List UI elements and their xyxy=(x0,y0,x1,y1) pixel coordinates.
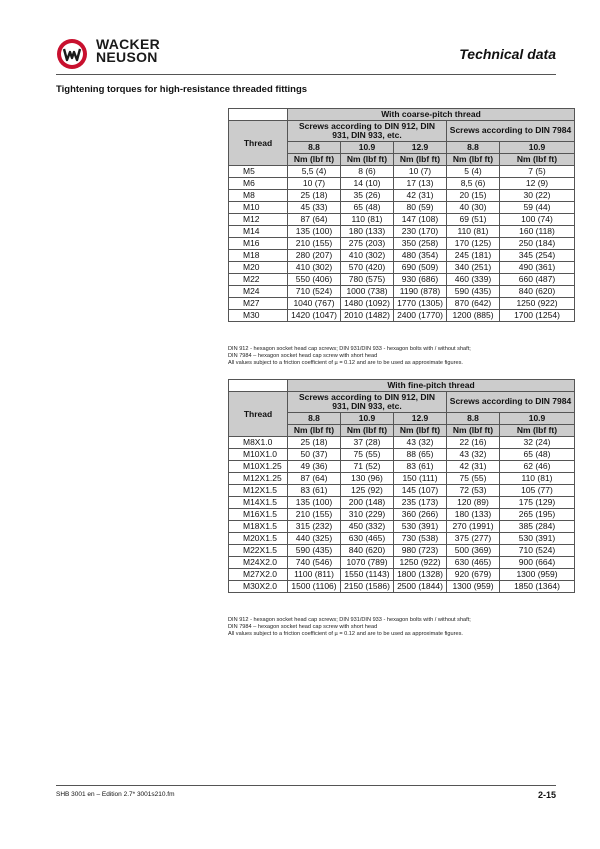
torque-value-cell: 840 (620) xyxy=(341,545,394,557)
grade-header: 8.8 xyxy=(288,413,341,425)
grade-header: 10.9 xyxy=(341,413,394,425)
unit-header: Nm (lbf ft) xyxy=(500,425,575,437)
torque-value-cell: 42 (31) xyxy=(447,461,500,473)
torque-value-cell: 175 (129) xyxy=(500,497,575,509)
note-line: All values subject to a friction coefficient of µ = 0.12 and are to be used as approximate figures. xyxy=(228,631,463,637)
torque-value-cell: 10 (7) xyxy=(394,166,447,178)
fine-table-body xyxy=(229,437,575,593)
torque-value-cell: 2400 (1770) xyxy=(394,310,447,322)
table-row xyxy=(229,509,575,521)
torque-value-cell: 1300 (959) xyxy=(500,569,575,581)
unit-header: Nm (lbf ft) xyxy=(341,154,394,166)
torque-value-cell: 2010 (1482) xyxy=(341,310,394,322)
table-row xyxy=(229,557,575,569)
torque-value-cell: 1550 (1143) xyxy=(341,569,394,581)
table-row xyxy=(229,449,575,461)
torque-value-cell: 65 (48) xyxy=(500,449,575,461)
group-header-din912: Screws according to DIN 912, DIN 931, DIN 933, etc. xyxy=(288,392,447,413)
torque-value-cell: 590 (435) xyxy=(288,545,341,557)
thread-size-cell: M16 xyxy=(229,238,288,250)
note-line: All values subject to a friction coefficient of µ = 0.12 and are to be used as approximate figures. xyxy=(228,360,463,366)
torque-value-cell: 310 (229) xyxy=(341,509,394,521)
unit-header: Nm (lbf ft) xyxy=(288,425,341,437)
footer-divider xyxy=(56,785,556,786)
torque-value-cell: 145 (107) xyxy=(394,485,447,497)
torque-value-cell: 35 (26) xyxy=(341,190,394,202)
torque-value-cell: 350 (258) xyxy=(394,238,447,250)
grade-header: 8.8 xyxy=(447,413,500,425)
torque-value-cell: 45 (33) xyxy=(288,202,341,214)
torque-value-cell: 630 (465) xyxy=(341,533,394,545)
torque-value-cell: 230 (170) xyxy=(394,226,447,238)
thread-size-cell: M14X1.5 xyxy=(229,497,288,509)
torque-value-cell: 1190 (878) xyxy=(394,286,447,298)
thread-header: Thread xyxy=(229,121,288,166)
torque-value-cell: 840 (620) xyxy=(500,286,575,298)
torque-value-cell: 275 (203) xyxy=(341,238,394,250)
torque-value-cell: 250 (184) xyxy=(500,238,575,250)
brand-name xyxy=(96,38,160,64)
grade-header: 10.9 xyxy=(500,413,575,425)
torque-value-cell: 1500 (1106) xyxy=(288,581,341,593)
table-row xyxy=(229,226,575,238)
table-caption: With coarse-pitch thread xyxy=(288,109,575,121)
torque-value-cell: 550 (406) xyxy=(288,274,341,286)
torque-value-cell: 180 (133) xyxy=(341,226,394,238)
torque-value-cell: 1250 (922) xyxy=(394,557,447,569)
thread-size-cell: M8 xyxy=(229,190,288,202)
torque-value-cell: 87 (64) xyxy=(288,473,341,485)
torque-value-cell: 72 (53) xyxy=(447,485,500,497)
brand-line-1: WACKER xyxy=(96,36,161,52)
table-row xyxy=(229,581,575,593)
torque-value-cell: 170 (125) xyxy=(447,238,500,250)
torque-value-cell: 65 (48) xyxy=(341,202,394,214)
table-row xyxy=(229,461,575,473)
table-row xyxy=(229,569,575,581)
torque-value-cell: 22 (16) xyxy=(447,437,500,449)
torque-value-cell: 80 (59) xyxy=(394,202,447,214)
torque-value-cell: 75 (55) xyxy=(341,449,394,461)
unit-header: Nm (lbf ft) xyxy=(447,154,500,166)
torque-value-cell: 270 (1991) xyxy=(447,521,500,533)
torque-value-cell: 50 (37) xyxy=(288,449,341,461)
note-line: DIN 912 - hexagon socket head cap screws; DIN 931/DIN 933 - hexagon bolts with / without shaft; xyxy=(228,617,471,623)
thread-size-cell: M8X1.0 xyxy=(229,437,288,449)
torque-value-cell: 440 (325) xyxy=(288,533,341,545)
table-row xyxy=(229,190,575,202)
torque-value-cell: 110 (81) xyxy=(500,473,575,485)
torque-value-cell: 200 (148) xyxy=(341,497,394,509)
table-row xyxy=(229,166,575,178)
torque-value-cell: 130 (96) xyxy=(341,473,394,485)
fine-notes xyxy=(228,617,568,638)
table-row xyxy=(229,286,575,298)
torque-value-cell: 930 (686) xyxy=(394,274,447,286)
thread-size-cell: M5 xyxy=(229,166,288,178)
torque-value-cell: 375 (277) xyxy=(447,533,500,545)
torque-value-cell: 160 (118) xyxy=(500,226,575,238)
table-row xyxy=(229,238,575,250)
torque-value-cell: 37 (28) xyxy=(341,437,394,449)
table-row xyxy=(229,485,575,497)
torque-value-cell: 1770 (1305) xyxy=(394,298,447,310)
grade-header: 12.9 xyxy=(394,142,447,154)
torque-value-cell: 1300 (959) xyxy=(447,581,500,593)
table-row xyxy=(229,473,575,485)
torque-value-cell: 235 (173) xyxy=(394,497,447,509)
torque-value-cell: 25 (18) xyxy=(288,437,341,449)
unit-header: Nm (lbf ft) xyxy=(394,154,447,166)
thread-size-cell: M27 xyxy=(229,298,288,310)
thread-size-cell: M10X1.0 xyxy=(229,449,288,461)
torque-value-cell: 980 (723) xyxy=(394,545,447,557)
torque-value-cell: 660 (487) xyxy=(500,274,575,286)
torque-value-cell: 265 (195) xyxy=(500,509,575,521)
torque-value-cell: 71 (52) xyxy=(341,461,394,473)
torque-value-cell: 490 (361) xyxy=(500,262,575,274)
torque-value-cell: 1070 (789) xyxy=(341,557,394,569)
thread-size-cell: M18 xyxy=(229,250,288,262)
table-row xyxy=(229,310,575,322)
torque-value-cell: 570 (420) xyxy=(341,262,394,274)
torque-value-cell: 1200 (885) xyxy=(447,310,500,322)
torque-value-cell: 62 (46) xyxy=(500,461,575,473)
page-number: 2-15 xyxy=(537,790,556,800)
page-header xyxy=(56,36,556,76)
thread-size-cell: M16X1.5 xyxy=(229,509,288,521)
thread-size-cell: M27X2.0 xyxy=(229,569,288,581)
torque-value-cell: 7 (5) xyxy=(500,166,575,178)
torque-value-cell: 8,5 (6) xyxy=(447,178,500,190)
torque-value-cell: 870 (642) xyxy=(447,298,500,310)
thread-size-cell: M6 xyxy=(229,178,288,190)
table-row xyxy=(229,262,575,274)
table-row xyxy=(229,202,575,214)
torque-value-cell: 280 (207) xyxy=(288,250,341,262)
torque-value-cell: 147 (108) xyxy=(394,214,447,226)
note-line: DIN 912 - hexagon socket head cap screws; DIN 931/DIN 933 - hexagon bolts with / without shaft; xyxy=(228,346,471,352)
group-header-din912: Screws according to DIN 912, DIN 931, DIN 933, etc. xyxy=(288,121,447,142)
table-row xyxy=(229,178,575,190)
torque-value-cell: 135 (100) xyxy=(288,497,341,509)
torque-value-cell: 340 (251) xyxy=(447,262,500,274)
grade-header: 8.8 xyxy=(447,142,500,154)
thread-size-cell: M12X1.5 xyxy=(229,485,288,497)
header-divider xyxy=(56,74,556,75)
torque-value-cell: 1800 (1328) xyxy=(394,569,447,581)
thread-size-cell: M12X1.25 xyxy=(229,473,288,485)
torque-value-cell: 1850 (1364) xyxy=(500,581,575,593)
torque-value-cell: 5 (4) xyxy=(447,166,500,178)
torque-value-cell: 780 (575) xyxy=(341,274,394,286)
torque-value-cell: 1000 (738) xyxy=(341,286,394,298)
torque-value-cell: 740 (546) xyxy=(288,557,341,569)
torque-value-cell: 150 (111) xyxy=(394,473,447,485)
torque-value-cell: 10 (7) xyxy=(288,178,341,190)
table-row xyxy=(229,437,575,449)
torque-value-cell: 20 (15) xyxy=(447,190,500,202)
unit-header: Nm (lbf ft) xyxy=(447,425,500,437)
torque-value-cell: 590 (435) xyxy=(447,286,500,298)
page-title: Technical data xyxy=(459,46,556,62)
torque-value-cell: 105 (77) xyxy=(500,485,575,497)
torque-value-cell: 83 (61) xyxy=(394,461,447,473)
table-row xyxy=(229,533,575,545)
torque-value-cell: 180 (133) xyxy=(447,509,500,521)
torque-value-cell: 43 (32) xyxy=(394,437,447,449)
grade-header: 10.9 xyxy=(500,142,575,154)
torque-value-cell: 710 (524) xyxy=(500,545,575,557)
thread-size-cell: M10 xyxy=(229,202,288,214)
torque-value-cell: 710 (524) xyxy=(288,286,341,298)
torque-value-cell: 315 (232) xyxy=(288,521,341,533)
group-header-din7984: Screws according to DIN 7984 xyxy=(447,392,575,413)
torque-value-cell: 120 (89) xyxy=(447,497,500,509)
footer-edition: SHB 3001 en – Edition 2.7* 3001s210.fm xyxy=(56,791,175,798)
torque-value-cell: 345 (254) xyxy=(500,250,575,262)
thread-size-cell: M20 xyxy=(229,262,288,274)
torque-value-cell: 1420 (1047) xyxy=(288,310,341,322)
torque-value-cell: 1700 (1254) xyxy=(500,310,575,322)
torque-value-cell: 1100 (811) xyxy=(288,569,341,581)
torque-value-cell: 460 (339) xyxy=(447,274,500,286)
torque-value-cell: 450 (332) xyxy=(341,521,394,533)
torque-value-cell: 410 (302) xyxy=(341,250,394,262)
table-row xyxy=(229,214,575,226)
torque-value-cell: 17 (13) xyxy=(394,178,447,190)
torque-value-cell: 900 (664) xyxy=(500,557,575,569)
grade-header: 10.9 xyxy=(341,142,394,154)
torque-value-cell: 480 (354) xyxy=(394,250,447,262)
coarse-thread-table xyxy=(228,108,575,322)
table-row xyxy=(229,274,575,286)
torque-value-cell: 75 (55) xyxy=(447,473,500,485)
torque-value-cell: 49 (36) xyxy=(288,461,341,473)
brand-line-2: NEUSON xyxy=(96,49,158,65)
torque-value-cell: 500 (369) xyxy=(447,545,500,557)
torque-value-cell: 210 (155) xyxy=(288,509,341,521)
torque-value-cell: 43 (32) xyxy=(447,449,500,461)
torque-value-cell: 110 (81) xyxy=(341,214,394,226)
note-line: DIN 7984 – hexagon socket head cap screw with short head xyxy=(228,624,378,630)
torque-value-cell: 8 (6) xyxy=(341,166,394,178)
thread-size-cell: M22 xyxy=(229,274,288,286)
table-row xyxy=(229,298,575,310)
table-caption: With fine-pitch thread xyxy=(288,380,575,392)
torque-value-cell: 88 (65) xyxy=(394,449,447,461)
torque-value-cell: 83 (61) xyxy=(288,485,341,497)
torque-value-cell: 1250 (922) xyxy=(500,298,575,310)
torque-value-cell: 1040 (767) xyxy=(288,298,341,310)
torque-value-cell: 530 (391) xyxy=(500,533,575,545)
thread-size-cell: M18X1.5 xyxy=(229,521,288,533)
torque-value-cell: 730 (538) xyxy=(394,533,447,545)
thread-size-cell: M14 xyxy=(229,226,288,238)
thread-size-cell: M10X1.25 xyxy=(229,461,288,473)
torque-value-cell: 630 (465) xyxy=(447,557,500,569)
thread-header: Thread xyxy=(229,392,288,437)
table-row xyxy=(229,250,575,262)
thread-size-cell: M22X1.5 xyxy=(229,545,288,557)
torque-value-cell: 69 (51) xyxy=(447,214,500,226)
grade-header: 8.8 xyxy=(288,142,341,154)
torque-value-cell: 245 (181) xyxy=(447,250,500,262)
torque-value-cell: 690 (509) xyxy=(394,262,447,274)
thread-size-cell: M30 xyxy=(229,310,288,322)
thread-size-cell: M30X2.0 xyxy=(229,581,288,593)
thread-size-cell: M12 xyxy=(229,214,288,226)
torque-value-cell: 920 (679) xyxy=(447,569,500,581)
torque-value-cell: 25 (18) xyxy=(288,190,341,202)
unit-header: Nm (lbf ft) xyxy=(500,154,575,166)
torque-value-cell: 87 (64) xyxy=(288,214,341,226)
fine-thread-table xyxy=(228,379,575,593)
torque-value-cell: 59 (44) xyxy=(500,202,575,214)
torque-value-cell: 1480 (1092) xyxy=(341,298,394,310)
torque-value-cell: 30 (22) xyxy=(500,190,575,202)
thread-size-cell: M24X2.0 xyxy=(229,557,288,569)
unit-header: Nm (lbf ft) xyxy=(288,154,341,166)
torque-value-cell: 42 (31) xyxy=(394,190,447,202)
note-line: DIN 7984 – hexagon socket head cap screw with short head xyxy=(228,353,378,359)
torque-value-cell: 110 (81) xyxy=(447,226,500,238)
torque-value-cell: 210 (155) xyxy=(288,238,341,250)
torque-value-cell: 360 (266) xyxy=(394,509,447,521)
table-row xyxy=(229,545,575,557)
unit-header: Nm (lbf ft) xyxy=(394,425,447,437)
wacker-neuson-logo-icon xyxy=(56,38,88,70)
thread-size-cell: M24 xyxy=(229,286,288,298)
section-title: Tightening torques for high-resistance threaded fittings xyxy=(56,84,308,95)
table-row xyxy=(229,521,575,533)
torque-value-cell: 2500 (1844) xyxy=(394,581,447,593)
torque-value-cell: 135 (100) xyxy=(288,226,341,238)
torque-value-cell: 32 (24) xyxy=(500,437,575,449)
grade-header: 12.9 xyxy=(394,413,447,425)
torque-value-cell: 125 (92) xyxy=(341,485,394,497)
torque-value-cell: 385 (284) xyxy=(500,521,575,533)
torque-value-cell: 40 (30) xyxy=(447,202,500,214)
group-header-din7984: Screws according to DIN 7984 xyxy=(447,121,575,142)
torque-value-cell: 100 (74) xyxy=(500,214,575,226)
torque-value-cell: 12 (9) xyxy=(500,178,575,190)
torque-value-cell: 410 (302) xyxy=(288,262,341,274)
torque-value-cell: 14 (10) xyxy=(341,178,394,190)
thread-size-cell: M20X1.5 xyxy=(229,533,288,545)
torque-value-cell: 2150 (1586) xyxy=(341,581,394,593)
coarse-notes xyxy=(228,346,568,367)
unit-header: Nm (lbf ft) xyxy=(341,425,394,437)
coarse-table-body xyxy=(229,166,575,322)
table-row xyxy=(229,497,575,509)
torque-value-cell: 530 (391) xyxy=(394,521,447,533)
torque-value-cell: 5,5 (4) xyxy=(288,166,341,178)
